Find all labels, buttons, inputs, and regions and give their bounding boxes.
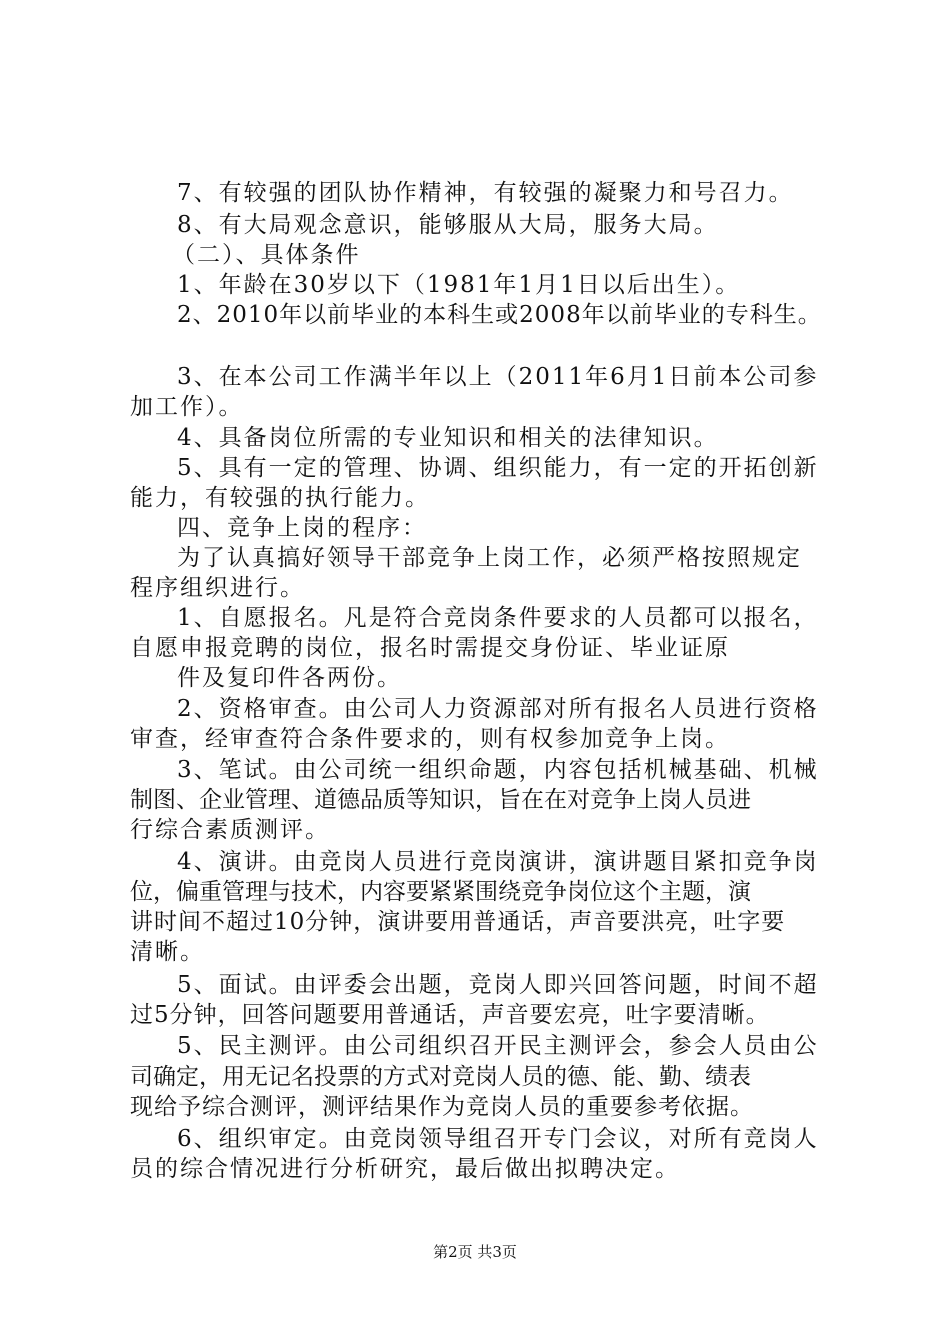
paragraph-line: 程序组织进行。 <box>130 575 305 601</box>
section-heading: 四、竞争上岗的程序： <box>177 515 427 541</box>
paragraph-line: 件及复印件各两份。 <box>177 665 402 691</box>
section-heading: （二）、具体条件 <box>172 242 361 268</box>
paragraph-line: 3、笔试。由公司统一组织命题，内容包括机械基础、机械 <box>177 757 819 783</box>
paragraph-line: 自愿申报竞聘的岗位，报名时需提交身份证、毕业证原 <box>130 635 730 661</box>
page-footer: 第2页 共3页 <box>433 1243 517 1261</box>
paragraph-line: 过5分钟，回答问题要用普通话，声音要宏亮，吐字要清晰。 <box>130 1002 770 1028</box>
paragraph-line: 5、面试。由评委会出题，竞岗人即兴回答问题，时间不超 <box>177 972 819 998</box>
paragraph-line: 位，偏重管理与技术，内容要紧紧围绕竞争岗位这个主题，演 <box>130 879 751 905</box>
paragraph-line: 3、在本公司工作满半年以上（2011年6月1日前本公司参 <box>177 364 819 390</box>
paragraph-line: 2、2010年以前毕业的本科生或2008年以前毕业的专科生。 <box>177 302 822 328</box>
paragraph-line: 8、有大局观念意识，能够服从大局，服务大局。 <box>177 212 719 238</box>
paragraph-line: 制图、企业管理、道德品质等知识，旨在在对竞争上岗人员进 <box>130 787 751 813</box>
paragraph-line: 4、演讲。由竞岗人员进行竞岗演讲，演讲题目紧扣竞争岗 <box>177 849 819 875</box>
paragraph-line: 加工作）。 <box>130 394 244 420</box>
paragraph-line: 为了认真搞好领导干部竞争上岗工作，必须严格按照规定 <box>177 545 802 571</box>
paragraph-line: 司确定，用无记名投票的方式对竞岗人员的德、能、勤、绩表 <box>130 1064 751 1090</box>
paragraph-line: 2、资格审查。由公司人力资源部对所有报名人员进行资格 <box>177 696 819 722</box>
paragraph-line: 5、民主测评。由公司组织召开民主测评会，参会人员由公 <box>177 1033 819 1059</box>
paragraph-line: 行综合素质测评。 <box>130 817 330 843</box>
paragraph-line: 能力，有较强的执行能力。 <box>130 485 430 511</box>
paragraph-line: 审查，经审查符合条件要求的，则有权参加竞争上岗。 <box>130 726 730 752</box>
paragraph-line: 现给予综合测评，测评结果作为竞岗人员的重要参考依据。 <box>130 1094 754 1120</box>
paragraph-line: 5、具有一定的管理、协调、组织能力，有一定的开拓创新 <box>177 455 819 481</box>
paragraph-line: 7、有较强的团队协作精神，有较强的凝聚力和号召力。 <box>177 180 794 206</box>
paragraph-line: 1、自愿报名。凡是符合竞岗条件要求的人员都可以报名， <box>177 605 819 631</box>
paragraph-line: 员的综合情况进行分析研究，最后做出拟聘决定。 <box>130 1156 680 1182</box>
paragraph-line: 讲时间不超过10分钟，演讲要用普通话，声音要洪亮，吐字要 <box>130 909 786 935</box>
paragraph-line: 清晰。 <box>130 939 205 965</box>
paragraph-line: 6、组织审定。由竞岗领导组召开专门会议，对所有竞岗人 <box>177 1126 819 1152</box>
paragraph-line: 4、具备岗位所需的专业知识和相关的法律知识。 <box>177 425 719 451</box>
paragraph-line: 1、年龄在30岁以下（1981年1月1日以后出生）。 <box>177 272 741 298</box>
